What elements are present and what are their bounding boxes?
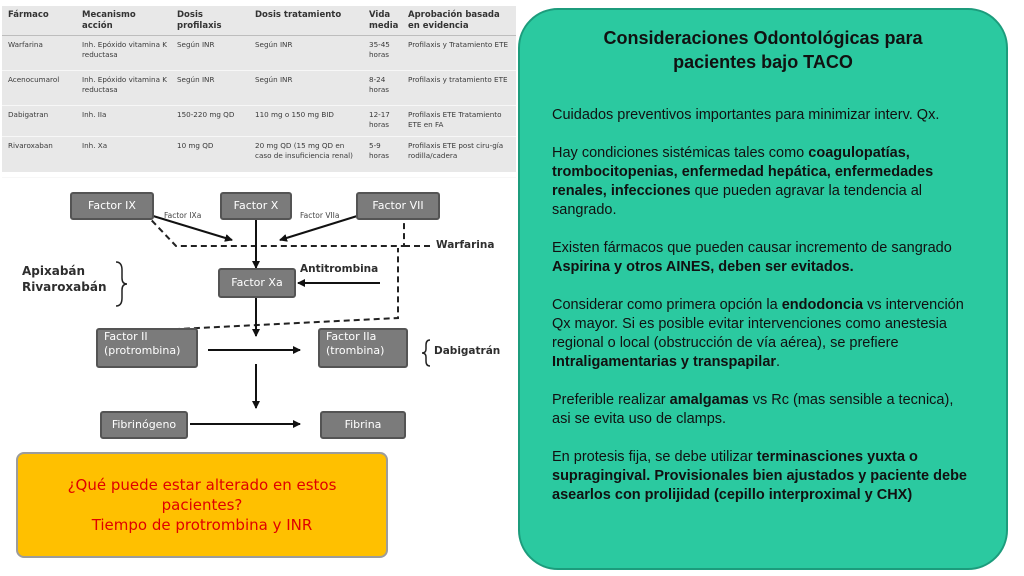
factor-vii-box: Factor VII (356, 192, 440, 220)
text: que pueden agravar la tendencia al sangrado. (552, 183, 922, 218)
emphasis: amalgamas (669, 392, 749, 408)
question-line: pacientes? (161, 496, 243, 514)
table-cell: Según INR (249, 36, 363, 71)
text: Existen fármacos que pueden causar incremento de sangrado (552, 240, 952, 256)
table-cell: Inh. Epóxido vitamina K reductasa (76, 71, 171, 106)
table-cell: Inh. Epóxido vitamina K reductasa (76, 36, 171, 71)
fibrinogeno-box: Fibrinógeno (100, 411, 188, 439)
emphasis: endodoncia (781, 297, 864, 313)
emphasis: coagulopatías, trombocitopenias, enfermedad hepática, enfermedades renales, infecciones (552, 145, 934, 199)
text: vs intervención Qx mayor. Si es posible evitar intervenciones como anestesia regional o local (obstrucción de vía aérea), se prefiere (552, 297, 964, 351)
paragraph-systemic (552, 144, 974, 220)
table-cell: Warfarina (2, 36, 76, 71)
paragraph-endodontics (552, 296, 974, 372)
table-cell: Profilaxis y tratamiento ETE (402, 71, 516, 106)
label-apixaban: Apixabán (22, 264, 86, 278)
table-cell: 35-45 horas (363, 36, 402, 71)
emphasis: Intraligamentarias y transpapilar (552, 354, 777, 370)
label-rivaroxaban: Rivaroxabán (22, 280, 107, 294)
table-header-row (2, 6, 516, 36)
table-cell: Acenocumarol (2, 71, 76, 106)
table-row (2, 106, 516, 137)
table-header: Dosis profilaxis (171, 6, 249, 36)
text: Considerar como primera opción la (552, 297, 782, 313)
table-cell: Inh. Xa (76, 137, 171, 178)
factor-ix-box: Factor IX (70, 192, 154, 220)
question-box (16, 452, 388, 558)
text: vs Rc (mas sensible a tecnica), asi se evita uso de clamps. (552, 392, 954, 427)
factor-ii-box (96, 328, 198, 368)
drug-table (2, 6, 516, 172)
emphasis: Aspirina y otros AINES, deben ser evitados. (552, 259, 854, 275)
text: . (776, 354, 781, 370)
table-cell: Según INR (171, 71, 249, 106)
label-factor-ixa: Factor IXa (164, 211, 202, 220)
text: Preferible realizar (552, 392, 670, 408)
answer-line: Tiempo de protrombina y INR (91, 516, 313, 534)
table-cell: 12-17 horas (363, 106, 402, 137)
paragraph-preventive (552, 106, 974, 125)
label-antitrombina: Antitrombina (300, 263, 379, 275)
table-header: Fármaco (2, 6, 76, 36)
table-cell: Profilaxis ETE Tratamiento ETE en FA (402, 106, 516, 137)
table-cell: Profilaxis ETE post ciru-gía rodilla/cadera (402, 137, 516, 178)
table-cell: 20 mg QD (15 mg QD en caso de insuficiencia renal) (249, 137, 363, 178)
text: Cuidados preventivos importantes para minimizar interv. Qx. (552, 107, 940, 123)
table-row (2, 137, 516, 178)
table-cell: Según INR (171, 36, 249, 71)
emphasis: terminasciones yuxta o supragingival. Provisionales bien ajustados y paciente debe asearlos con prolijidad (cepillo interproximal y CHX) (552, 449, 967, 503)
fibrina-box: Fibrina (320, 411, 406, 439)
paragraph-drugs (552, 239, 974, 277)
table-cell: 8-24 horas (363, 71, 402, 106)
table-header: Vida media (363, 6, 402, 36)
factor-xa-box: Factor Xa (218, 268, 296, 298)
table-cell: 5-9 horas (363, 137, 402, 178)
question-line: ¿Qué puede estar alterado en estos (67, 476, 337, 494)
text: En protesis fija, se debe utilizar (552, 449, 757, 465)
label-factor-viia: Factor VIIa (300, 211, 340, 220)
factor-iia-name: Factor IIa (326, 330, 377, 343)
diagram-connectors (0, 180, 520, 448)
table-row (2, 71, 516, 106)
factor-iia-sub: (trombina) (326, 344, 385, 357)
table-cell: Profilaxis y Tratamiento ETE (402, 36, 516, 71)
table-header: Mecanismo acción (76, 6, 171, 36)
label-dabigatran: Dabigatrán (434, 345, 501, 357)
table-row (2, 36, 516, 71)
table-cell: 150-220 mg QD (171, 106, 249, 137)
brace-apixaban (116, 262, 127, 306)
factor-ii-sub: (protrombina) (104, 344, 181, 357)
factor-iia-box (318, 328, 408, 368)
brace-dabigatran (422, 340, 430, 366)
factor-x-box: Factor X (220, 192, 292, 220)
label-warfarina: Warfarina (436, 239, 495, 251)
panel-title (520, 26, 1006, 74)
table-header: Dosis tratamiento (249, 6, 363, 36)
table-header: Aprobación basada en evidencia (402, 6, 516, 36)
coagulation-diagram (0, 180, 520, 448)
text: Hay condiciones sistémicas tales como (552, 145, 809, 161)
table-cell: Dabigatran (2, 106, 76, 137)
panel-title-line: Consideraciones Odontológicas para (603, 28, 923, 48)
panel-body (552, 106, 974, 524)
panel-title-line: pacientes bajo TACO (673, 52, 853, 72)
table-cell: Según INR (249, 71, 363, 106)
table-cell: Inh. IIa (76, 106, 171, 137)
paragraph-prosthesis (552, 448, 974, 505)
paragraph-amalgams (552, 391, 974, 429)
table-cell: Rivaroxaban (2, 137, 76, 178)
considerations-panel (518, 8, 1008, 570)
table-cell: 110 mg o 150 mg BID (249, 106, 363, 137)
factor-ii-name: Factor II (104, 330, 148, 343)
table-cell: 10 mg QD (171, 137, 249, 178)
